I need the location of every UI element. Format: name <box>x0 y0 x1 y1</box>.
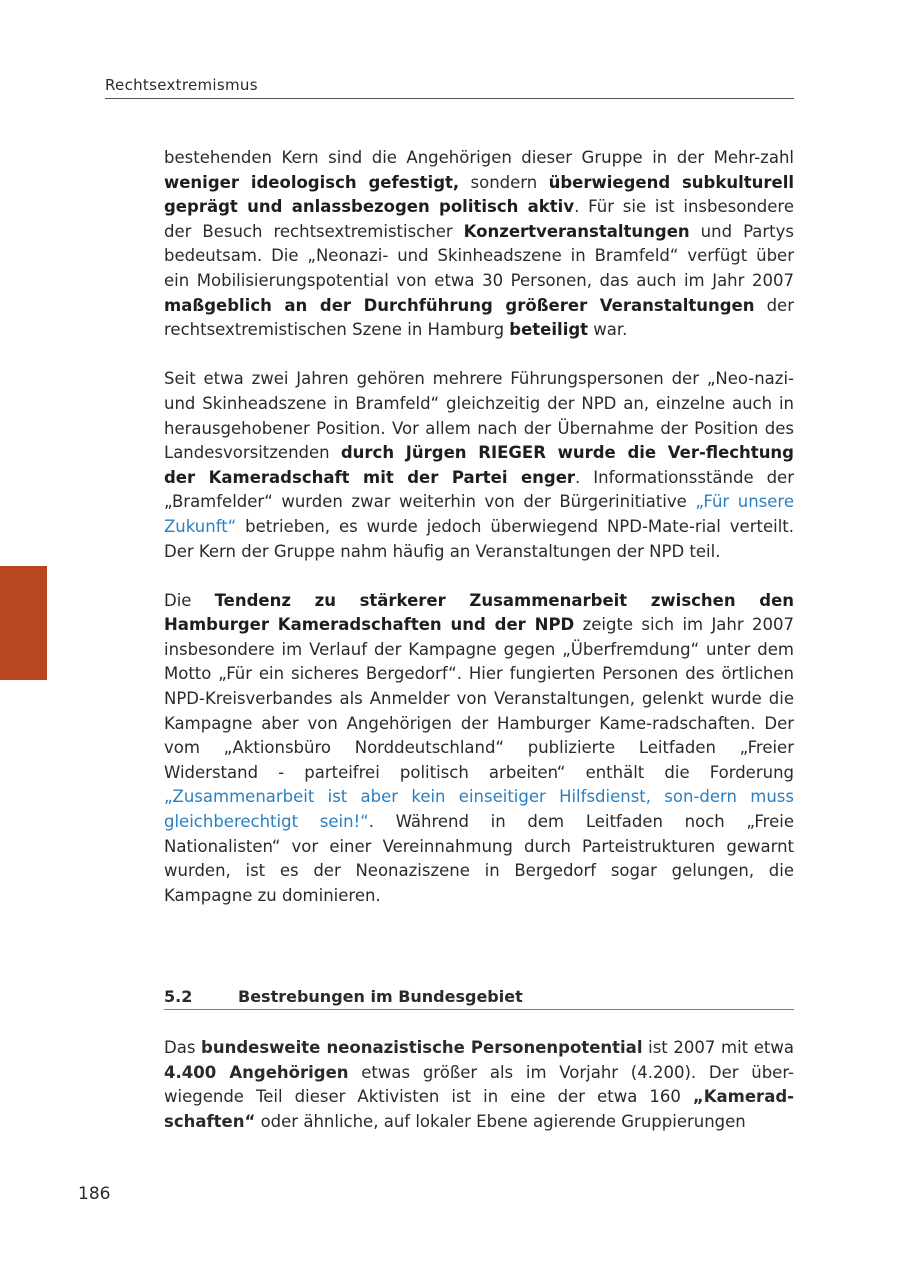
bold-text: „Kamerad-schaften“ <box>164 1087 794 1131</box>
text: . Während in dem Leitfaden noch „Freie Nationalisten“ vor einer Vereinnahmung durch Parteistrukturen gewarnt wurden, ist es der Neonaziszene in Bergedorf sogar gelungen, die Kampagne zu dominieren. <box>164 812 794 905</box>
text: sondern <box>459 172 549 192</box>
bold-text: 4.400 Angehörigen <box>164 1062 349 1082</box>
paragraph-4 <box>164 1036 794 1134</box>
paragraph-3 <box>164 589 794 909</box>
text: Das <box>164 1038 202 1057</box>
header-rule <box>105 98 794 99</box>
text: . Informationsstände der „Bramfelder“ wurden zwar weiterhin von der Bürgerinitiative <box>164 467 794 512</box>
body-text <box>164 146 794 933</box>
text: etwas größer als im Vorjahr (4.200). Der über-wiegende Teil dieser Aktivisten ist in eine der etwa 160 <box>164 1062 794 1107</box>
bold-text: beteiligt <box>509 320 589 340</box>
body-text-2 <box>164 1036 794 1134</box>
bold-text: Tendenz zu stärkerer Zusammenarbeit zwischen den Hamburger Kameradschaften und der NPD <box>164 590 795 635</box>
section-title: Bestrebungen im Bundesgebiet <box>238 987 523 1006</box>
quote-link[interactable]: „Zusammenarbeit ist aber kein einseitiger Hilfsdienst, son-dern muss gleichberechtigt sein!“ <box>164 787 794 832</box>
paragraph-1 <box>164 146 794 343</box>
text: . Für sie ist insbesondere der Besuch rechtsextremistischer <box>164 197 794 241</box>
text: der rechtsextremistischen Szene in Hamburg <box>164 295 794 340</box>
text: betrieben, es wurde jedoch überwiegend NPD-Mate-rial verteilt. Der Kern der Gruppe nahm häufig an Veranstaltungen der NPD teil. <box>164 516 794 561</box>
section-number: 5.2 <box>164 987 193 1006</box>
section-heading <box>164 987 794 1010</box>
text: bestehenden Kern sind die Angehörigen dieser Gruppe in der Mehr-zahl <box>164 148 794 167</box>
text: oder ähnliche, auf lokaler Ebene agierende Gruppierungen <box>255 1111 746 1131</box>
quote-link[interactable]: „Für unsere Zukunft“ <box>164 492 794 536</box>
text: Die <box>164 590 215 610</box>
text: und Partys bedeutsam. Die „Neonazi- und Skinheadszene in Bramfeld“ verfügt über ein Mobilisierungspotential von etwa 30 Personen, das auch im Jahr 2007 <box>164 221 794 290</box>
text: Seit etwa zwei Jahren gehören mehrere Führungspersonen der „Neo-nazi- und Skinheadszene in Bramfeld“ gleichzeitig der NPD an, einzelne auch in herausgehobener Position. Vor allem nach der Übernahme der Position des Landesvorsitzenden <box>164 369 794 463</box>
bold-text: überwiegend subkulturell geprägt und anlassbezogen politisch aktiv <box>164 172 795 217</box>
bold-text: durch Jürgen RIEGER wurde die Ver-flechtung der Kameradschaft mit der Partei enger <box>164 443 794 487</box>
bold-text: maßgeblich an der Durchführung größerer Veranstaltungen <box>164 295 755 315</box>
bold-text: weniger ideologisch gefestigt, <box>164 172 460 192</box>
text: zeigte sich im Jahr 2007 insbesondere im Verlauf der Kampagne gegen „Überfremdung“ unter dem Motto „Für ein sicheres Bergedorf“. Hier fungierten Personen des örtlichen NPD-Kreisverbandes als Anmelder von Veranstaltungen, gelenkt wurde die Kampagne aber von Angehörigen der Hamburger Kame-radschaften. Der vom „Aktionsbüro Norddeutschland“ publizierte Leitfaden „Freier Widerstand - parteifrei politisch arbeiten“ enthält die Forderung <box>164 615 794 782</box>
chapter-tab-marker <box>0 566 47 680</box>
text: ist 2007 mit etwa <box>642 1038 794 1057</box>
bold-text: bundesweite neonazistische Personenpotential <box>201 1038 643 1057</box>
running-header: Rechtsextremismus <box>105 76 258 94</box>
paragraph-2 <box>164 367 794 564</box>
bold-text: Konzertveranstaltungen <box>463 221 690 241</box>
text: war. <box>588 320 628 340</box>
page-number: 186 <box>78 1184 111 1204</box>
